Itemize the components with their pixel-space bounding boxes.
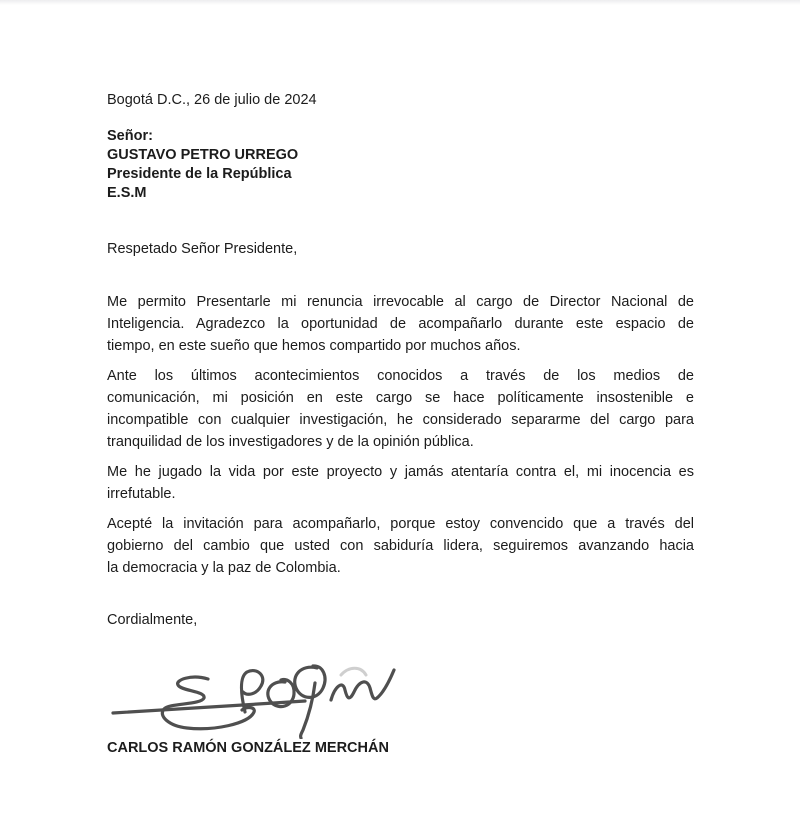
recipient-title: Presidente de la República — [107, 166, 292, 182]
paragraph — [107, 365, 694, 453]
paragraph-line: Ante los últimos acontecimientos conocidos a través de los medios de — [107, 368, 694, 384]
greeting: Respetado Señor Presidente, — [107, 241, 298, 257]
paragraph-line: Me permito Presentarle mi renuncia irrevocable al cargo de Director Nacional de — [107, 294, 694, 310]
handwritten-signature-icon — [109, 655, 401, 739]
signatory-name: CARLOS RAMÓN GONZÁLEZ MERCHÁN — [107, 740, 389, 756]
signature-image — [109, 655, 401, 739]
recipient-address: E.S.M — [107, 185, 147, 201]
paragraph — [107, 513, 694, 579]
paragraph-line: Inteligencia. Agradezco la oportunidad de acompañarlo durante este espacio de — [107, 316, 694, 332]
closing: Cordialmente, — [107, 612, 198, 628]
paragraph — [107, 461, 694, 505]
paragraph-line: tranquilidad de los investigadores y de la opinión pública. — [107, 434, 474, 450]
paragraph — [107, 291, 694, 357]
letter-content — [107, 0, 694, 758]
paragraph-line: Me he jugado la vida por este proyecto y jamás atentaría contra el, mi inocencia es — [107, 464, 694, 480]
recipient-name: GUSTAVO PETRO URREGO — [107, 147, 299, 163]
recipient-block — [107, 127, 694, 203]
paragraph-line: incompatible con cualquier investigación, he considerado separarme del cargo para — [107, 412, 694, 428]
paragraph-line: gobierno del cambio que usted con sabiduría lidera, seguiremos avanzando hacia — [107, 538, 694, 554]
letter-body — [107, 291, 694, 579]
paragraph-line: irrefutable. — [107, 486, 176, 502]
paragraph-line: comunicación, mi posición en este cargo se hace políticamente insostenible e — [107, 390, 694, 406]
paragraph-line: tiempo, en este sueño que hemos compartido por muchos años. — [107, 338, 521, 354]
paragraph-line: la democracia y la paz de Colombia. — [107, 560, 341, 576]
paragraph-line: Acepté la invitación para acompañarlo, porque estoy convencido que a través del — [107, 516, 694, 532]
recipient-salutation: Señor: — [107, 128, 153, 144]
date-line: Bogotá D.C., 26 de julio de 2024 — [107, 92, 317, 108]
